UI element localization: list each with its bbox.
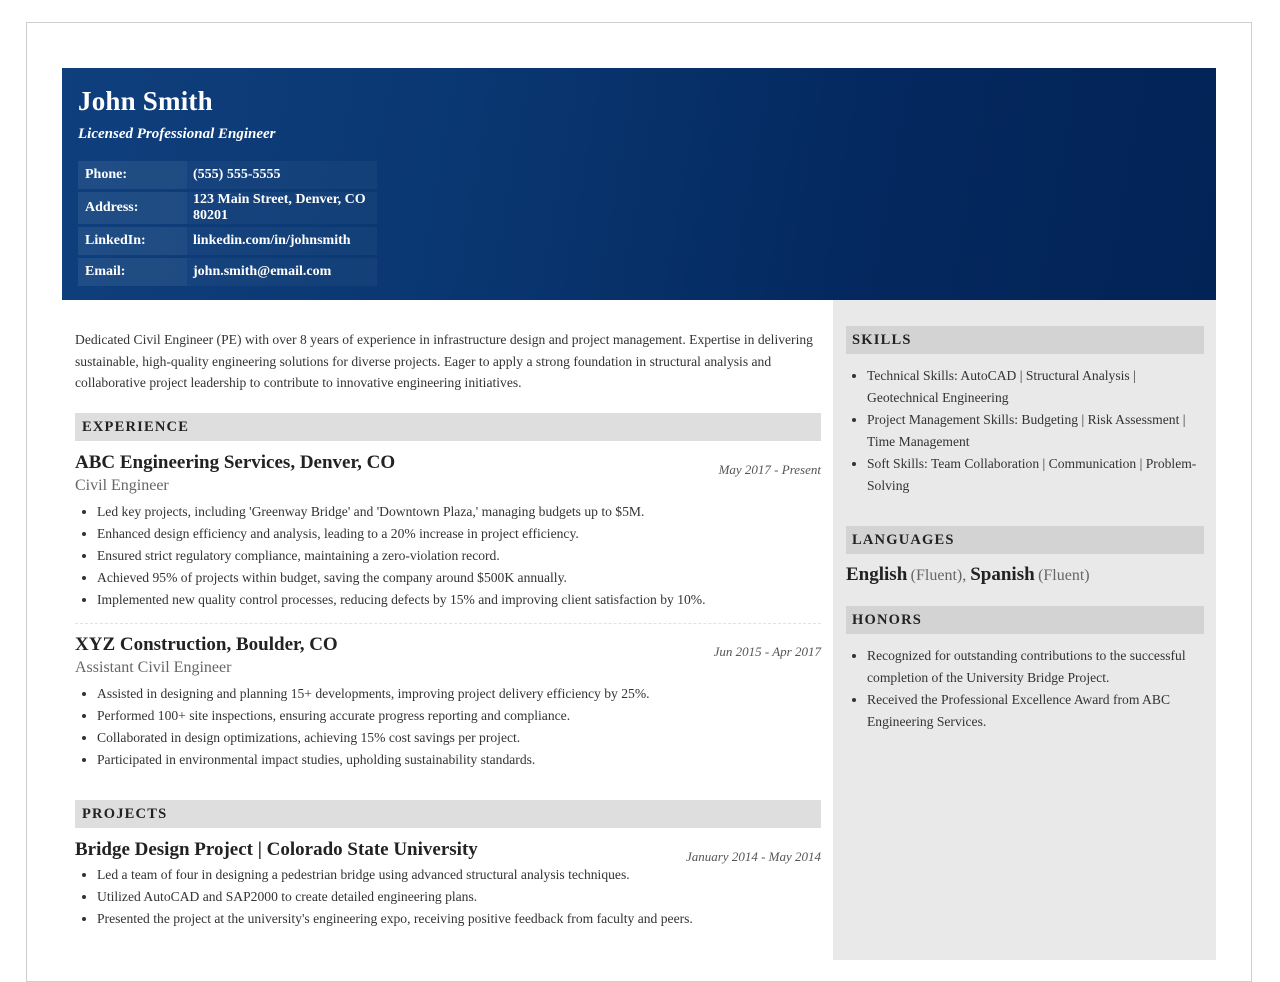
section-heading-honors: HONORS	[846, 606, 1204, 634]
job-entry	[75, 634, 821, 771]
job-bullets	[75, 683, 821, 771]
language-level: (Fluent)	[910, 567, 963, 584]
contact-row-linkedin	[78, 227, 377, 255]
honors-list	[846, 645, 1204, 733]
list-item: • Led a team of four in designing a pedestrian bridge using advanced structural analysis techniques.	[97, 864, 821, 886]
contact-value[interactable]: john.smith@email.com	[187, 258, 377, 286]
contact-row-email	[78, 258, 377, 286]
candidate-name: John Smith	[78, 86, 213, 116]
list-item: • Utilized AutoCAD and SAP2000 to create detailed engineering plans.	[97, 886, 821, 908]
list-item: • Recognized for outstanding contributions to the successful completion of the University Bridge Project.	[867, 645, 1204, 689]
resume-page	[62, 68, 1216, 960]
section-heading-experience: EXPERIENCE	[75, 413, 821, 441]
summary-text: Dedicated Civil Engineer (PE) with over 8 years of experience in infrastructure design and project management. Expertise in delivering sustainable, high-quality engineering solutions for diverse projects. Eager to apply a strong foundation in structural analysis and collaborative project leadership to contribute to innovative engineering initiatives.	[75, 332, 813, 390]
project-bullets	[75, 864, 821, 930]
contact-label: Email:	[78, 258, 187, 286]
resume-header	[62, 68, 1216, 300]
contact-table	[78, 158, 377, 289]
main-column	[75, 300, 821, 930]
contact-value: (555) 555-5555	[187, 161, 377, 189]
project-date: January 2014 - May 2014	[685, 848, 821, 864]
job-entry	[75, 452, 821, 611]
job-role: Civil Engineer	[75, 476, 169, 494]
list-item: • Assisted in designing and planning 15+ developments, improving project delivery efficiency by 25%.	[97, 683, 821, 705]
list-item: • Presented the project at the university's engineering expo, receiving positive feedback from faculty and peers.	[97, 908, 821, 930]
skills-list	[846, 365, 1204, 497]
job-date: May 2017 - Present	[718, 461, 821, 477]
contact-label: Address:	[78, 192, 187, 224]
project-entry	[75, 839, 821, 930]
sidebar	[833, 300, 1216, 960]
list-item: • Soft Skills: Team Collaboration | Communication | Problem-Solving	[867, 453, 1204, 497]
language-name: Spanish	[970, 564, 1035, 585]
contact-value: 123 Main Street, Denver, CO 80201	[187, 192, 377, 224]
list-item: • Received the Professional Excellence Award from ABC Engineering Services.	[867, 689, 1204, 733]
list-item: • Implemented new quality control processes, reducing defects by 15% and improving client satisfaction by 10%.	[97, 589, 821, 611]
languages-line	[846, 564, 1204, 586]
job-company: ABC Engineering Services, Denver, CO	[75, 451, 396, 473]
contact-row-address	[78, 192, 377, 224]
contact-value[interactable]: linkedin.com/in/johnsmith	[187, 227, 377, 255]
job-role: Assistant Civil Engineer	[75, 658, 232, 676]
job-company: XYZ Construction, Boulder, CO	[75, 633, 338, 655]
list-item: • Performed 100+ site inspections, ensuring accurate progress reporting and compliance.	[97, 705, 821, 727]
list-item: • Participated in environmental impact studies, upholding sustainability standards.	[97, 749, 821, 771]
job-divider	[75, 623, 821, 624]
job-date: Jun 2015 - Apr 2017	[713, 643, 821, 659]
list-item: • Ensured strict regulatory compliance, maintaining a zero-violation record.	[97, 545, 821, 567]
section-heading-projects: PROJECTS	[75, 800, 821, 828]
list-item: • Enhanced design efficiency and analysis, leading to a 20% increase in project efficiency.	[97, 523, 821, 545]
language-name: English	[846, 564, 908, 585]
contact-row-phone	[78, 161, 377, 189]
contact-label: LinkedIn:	[78, 227, 187, 255]
section-heading-languages: LANGUAGES	[846, 526, 1204, 554]
section-heading-skills: SKILLS	[846, 326, 1204, 354]
list-item: • Led key projects, including 'Greenway Bridge' and 'Downtown Plaza,' managing budgets up to $5M.	[97, 501, 821, 523]
list-item: • Achieved 95% of projects within budget, saving the company around $500K annually.	[97, 567, 821, 589]
language-level: (Fluent)	[1038, 567, 1090, 584]
language-separator: ,	[962, 567, 971, 584]
job-bullets	[75, 501, 821, 611]
list-item: • Project Management Skills: Budgeting | Risk Assessment | Time Management	[867, 409, 1204, 453]
candidate-title: Licensed Professional Engineer	[78, 126, 276, 142]
project-name: Bridge Design Project | Colorado State University	[75, 838, 478, 860]
list-item: • Collaborated in design optimizations, achieving 15% cost savings per project.	[97, 727, 821, 749]
contact-label: Phone:	[78, 161, 187, 189]
list-item: • Technical Skills: AutoCAD | Structural Analysis | Geotechnical Engineering	[867, 365, 1204, 409]
sidebar-content	[846, 326, 1204, 733]
